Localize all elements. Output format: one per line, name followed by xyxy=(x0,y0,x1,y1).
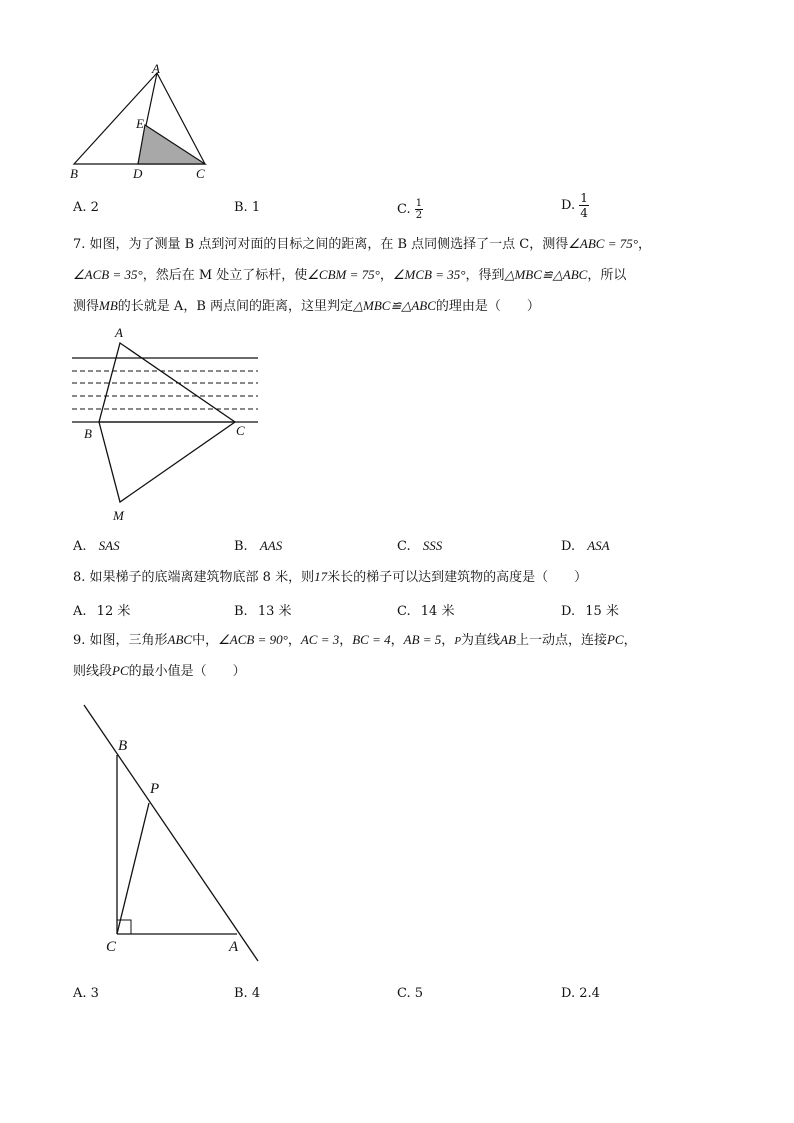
option-value: 14 米 xyxy=(420,604,455,619)
option-letter: D. xyxy=(561,198,576,213)
label-p: P xyxy=(150,781,160,797)
label-a: A xyxy=(115,325,123,340)
label-d: D xyxy=(133,166,143,181)
q8-option-d[interactable] xyxy=(561,600,619,619)
option-value: SSS xyxy=(422,538,443,553)
q7-option-c[interactable] xyxy=(397,538,442,554)
option-letter: A. xyxy=(73,986,87,1001)
math-angle-abc: ∠ABC = 75° xyxy=(568,236,638,251)
option-letter: D. xyxy=(561,539,576,554)
q7-line-3: 测得MB的长就是 A，B 两点间的距离，这里判定△MBC≌△ABC的理由是（ ） xyxy=(73,298,540,314)
option-value: ASA xyxy=(587,538,610,553)
label-b: B xyxy=(84,426,92,441)
option-letter: B. xyxy=(234,604,248,619)
q9-line-1: 9. 如图，三角形ABC中，∠ACB = 90°，AC = 3，BC = 4，AB = 5，P为直线AB上一动点，连接PC， xyxy=(73,632,637,648)
fraction-one-quarter: $\frac{1}{4}$ xyxy=(580,191,588,220)
q6-option-b[interactable] xyxy=(234,200,260,215)
option-letter: B. xyxy=(234,986,248,1001)
label-c: C xyxy=(236,423,245,438)
fraction-one-half: $\frac{1}{2}$ xyxy=(415,198,423,221)
option-letter: A. xyxy=(73,539,87,554)
option-letter: B. xyxy=(234,200,248,215)
q6-option-a[interactable] xyxy=(73,200,99,215)
q7-option-d[interactable] xyxy=(561,538,610,554)
option-value: 2.4 xyxy=(579,986,600,1001)
figure-right-triangle-abc xyxy=(75,700,275,965)
option-value: 5 xyxy=(414,986,424,1001)
q7-line-1: 7. 如图，为了测量 B 点到河对面的目标之间的距离，在 B 点同侧选择了一点 C，测得∠ABC = 75°， xyxy=(73,236,651,252)
q7-line-2: ∠ACB = 35°，然后在 M 处立了标杆，使∠CBM = 75°，∠MCB = 35°，得到△MBC≌△ABC，所以 xyxy=(73,267,627,283)
option-letter: C. xyxy=(397,202,411,217)
label-c: C xyxy=(106,939,117,955)
option-letter: B. xyxy=(234,539,248,554)
label-b: B xyxy=(118,738,128,754)
option-letter: D. xyxy=(561,986,576,1001)
q7-option-a[interactable] xyxy=(73,538,120,554)
label-c: C xyxy=(196,166,205,181)
option-value: 12 米 xyxy=(96,604,131,619)
q7-option-b[interactable] xyxy=(234,538,282,554)
q8-option-a[interactable] xyxy=(73,600,130,619)
q9-option-b[interactable] xyxy=(234,986,260,1001)
option-value: AAS xyxy=(259,538,283,553)
option-letter: C. xyxy=(397,986,411,1001)
figure-triangle-abc-shaded xyxy=(60,62,230,182)
option-value: SAS xyxy=(98,538,120,553)
q9-option-c[interactable] xyxy=(397,986,423,1001)
option-value: 2 xyxy=(90,200,99,215)
option-letter: A. xyxy=(73,604,87,619)
label-e: E xyxy=(136,116,144,131)
option-value: 3 xyxy=(90,986,99,1001)
label-b: B xyxy=(70,166,78,181)
option-value: 13 米 xyxy=(257,604,292,619)
q9-option-d[interactable] xyxy=(561,986,600,1001)
label-a: A xyxy=(152,62,160,76)
q6-option-c[interactable] xyxy=(397,198,423,221)
q8-stem: 8. 如果梯子的底端离建筑物底部 8 米，则17米长的梯子可以达到建筑物的高度是（ ） xyxy=(73,569,588,585)
q8-option-c[interactable] xyxy=(397,600,454,619)
option-letter: C. xyxy=(397,539,411,554)
option-value: 15 米 xyxy=(585,604,619,619)
option-letter: A. xyxy=(73,200,87,215)
option-value: 1 xyxy=(251,200,261,215)
label-a: A xyxy=(229,939,239,955)
q9-option-a[interactable] xyxy=(73,986,99,1001)
figure-river-triangles xyxy=(68,322,268,527)
q8-option-b[interactable] xyxy=(234,600,292,619)
option-letter: D. xyxy=(561,604,576,619)
option-letter: C. xyxy=(397,604,411,619)
q9-line-2: 则线段PC的最小值是（ ） xyxy=(73,663,246,679)
q6-option-d[interactable] xyxy=(561,191,589,220)
option-value: 4 xyxy=(251,986,261,1001)
label-m: M xyxy=(113,508,124,523)
